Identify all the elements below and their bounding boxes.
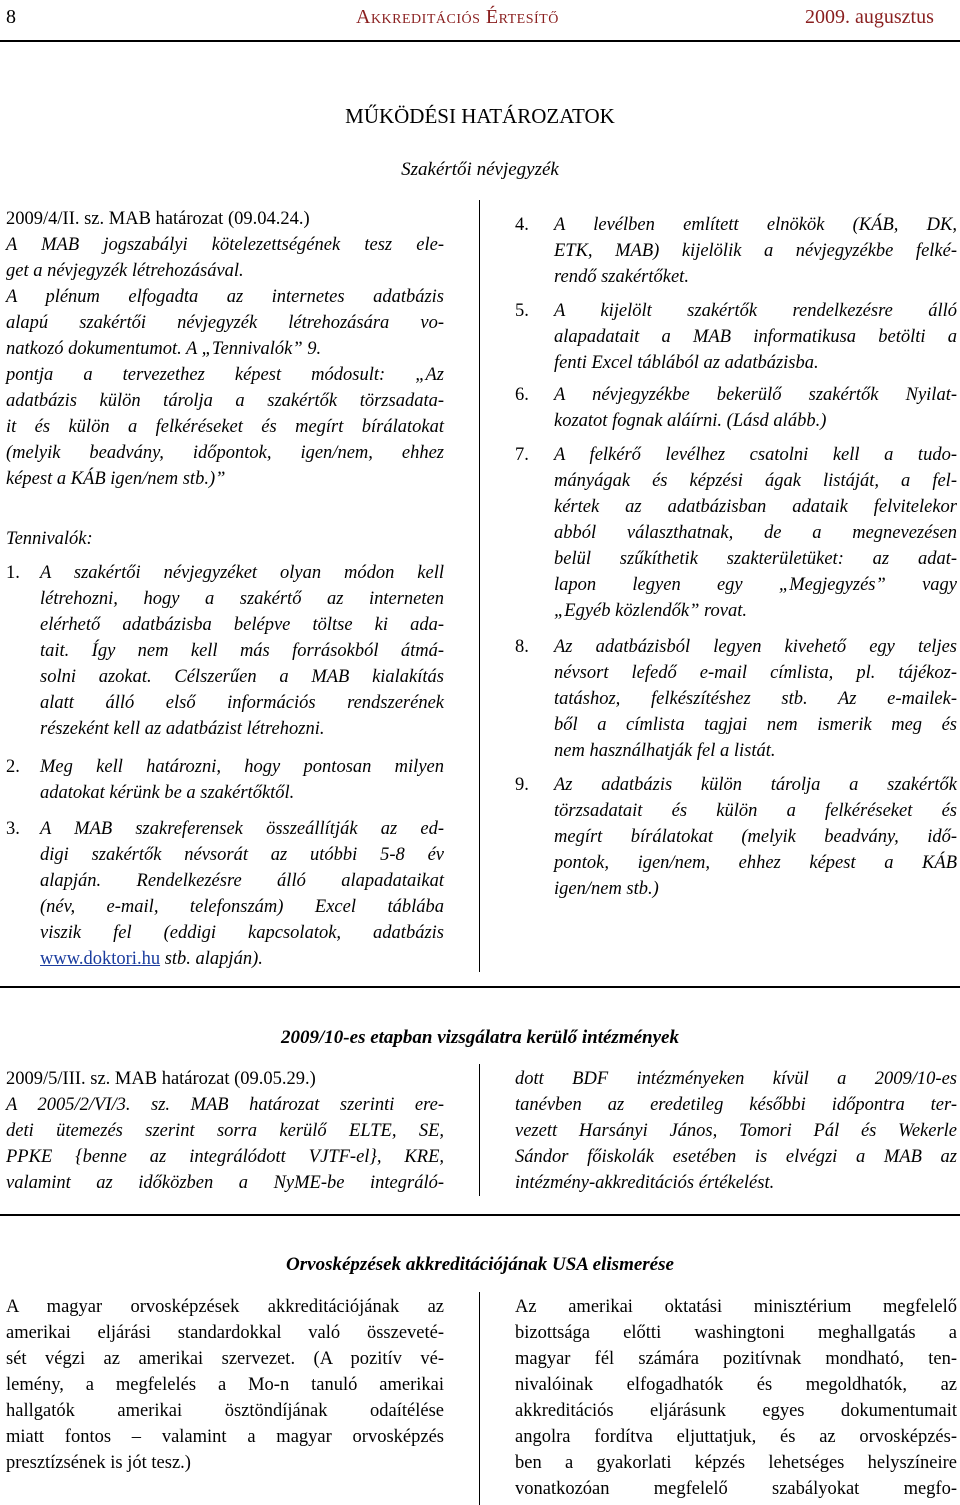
- item-line: ETK, MAB) kijelölik a névjegyzékbe felké-: [554, 241, 957, 261]
- resolution-ref: 2009/4/II. sz. MAB határozat (09.04.24.): [6, 209, 310, 229]
- item-line: abból választhatnak, de a megnevezésen: [554, 523, 957, 543]
- intro-line: natkozó dokumentumot. A „Tennivalók” 9.: [6, 339, 322, 359]
- item-line: Az adatbázis külön tárolja a szakértők: [554, 775, 957, 795]
- item-line: részeként kell az adatbázist létrehozni.: [40, 719, 325, 739]
- text-line: intézmény-akkreditációs értékelést.: [515, 1173, 775, 1193]
- section2-left: [6, 1066, 444, 1198]
- item-line: „Egyéb közlendők” rovat.: [554, 601, 748, 621]
- item-line: ből a címlista tagjai nem ismerik meg és: [554, 715, 957, 735]
- section-subtitle: Szakértői névjegyzék: [401, 159, 559, 180]
- left-column: [6, 204, 444, 974]
- text-line: valamint az időközben a NyME-be integráló-: [6, 1173, 444, 1193]
- intro-line: képest a KÁB igen/nem stb.)”: [6, 469, 226, 489]
- item-line: A MAB szakreferensek összeállítják az ed-: [40, 819, 444, 839]
- section-rule: [0, 986, 960, 988]
- item-line: Az adatbázisból legyen kivehető egy teljes: [554, 637, 957, 657]
- item-line: létrehozni, hogy a szakértő az interneten: [40, 589, 444, 609]
- text-line: lemény, a megfelelés a Mo-n tanuló amerikai: [6, 1375, 444, 1395]
- text-line: amerikai eljárási standardokkal való összeveté-: [6, 1323, 444, 1343]
- item-line: pontok, igen/nem, ehhez képest a KÁB: [554, 853, 957, 873]
- text-line: hallgatók amerikai ösztöndíjának odaítélése: [6, 1401, 444, 1421]
- item-line: alapadatait a MAB informatikusa betölti a: [554, 327, 957, 347]
- text-line: ben a gyakorlati képzés lehetséges helyszíneire: [515, 1453, 957, 1473]
- text-line: sét végzi az amerikai szervezet. (A pozitív vé-: [6, 1349, 444, 1369]
- item-line: digi szakértők névsorát az utóbbi 5-8 év: [40, 845, 444, 865]
- section2-title: 2009/10-es etapban vizsgálatra kerülő intézmények: [281, 1027, 679, 1048]
- item-line: elérhető adatbázisba belépve töltse ki ada-: [40, 615, 444, 635]
- list-item: [515, 212, 957, 290]
- item-line: belül szűkíthetik szakterületüket: az adat-: [554, 549, 957, 569]
- intro-line: adatbázis külön tárolja a szakértők törzsadata-: [6, 391, 444, 411]
- item-line: alapján. Rendelkezésre álló alapadataikat: [40, 871, 444, 891]
- item-line-final: [40, 946, 444, 972]
- item-line: rendő szakértőket.: [554, 267, 689, 287]
- text-line: tanévben az eredetileg későbbi időpontra ter-: [515, 1095, 957, 1115]
- list-item: [515, 442, 957, 624]
- text-line: presztízsének is jót tesz.): [6, 1453, 191, 1473]
- list-item: [6, 560, 444, 742]
- list-item: [515, 298, 957, 376]
- intro-line: A MAB jogszabályi kötelezettségének tesz ele-: [6, 235, 444, 255]
- intro-line: A plénum elfogadta az internetes adatbázis: [6, 287, 444, 307]
- journal-title: Akkreditációs Értesítő: [356, 6, 559, 28]
- item-number: 6.: [515, 385, 529, 405]
- intro-line: (melyik beadvány, időpontok, igen/nem, ehhez: [6, 443, 444, 463]
- text-line: PPKE {benne az integrálódott VJTF-el}, KRE,: [6, 1147, 444, 1167]
- item-number: 9.: [515, 775, 529, 795]
- item-number: 3.: [6, 819, 20, 839]
- list-item: [515, 382, 957, 434]
- item-line: fenti Excel táblából az adatbázisba.: [554, 353, 819, 373]
- doktori-link[interactable]: www.doktori.hu: [40, 949, 161, 969]
- item-line: Meg kell határozni, hogy pontosan milyen: [40, 757, 444, 777]
- intro-line: it és külön a felkéréseket és megírt bírálatokat: [6, 417, 444, 437]
- column-divider: [479, 200, 480, 972]
- item-number: 8.: [515, 637, 529, 657]
- page-header: [0, 0, 960, 40]
- item-line: adatokat kérünk be a szakértőktől.: [40, 783, 295, 803]
- resolution-ref: 2009/5/III. sz. MAB határozat (09.05.29.): [6, 1069, 316, 1089]
- item-number: 7.: [515, 445, 529, 465]
- item-line: A szakértői névjegyzéket olyan módon kell: [40, 563, 444, 583]
- section3-right: [515, 1294, 957, 1504]
- item-line: (név, e-mail, telefonszám) Excel táblába: [40, 897, 444, 917]
- item-line: A kijelölt szakértők rendelkezésre álló: [554, 301, 957, 321]
- right-column: [515, 212, 957, 912]
- text-line: nivalóinak elfogadhatók és megoldhatók, az: [515, 1375, 957, 1395]
- text-line: deti ütemezés szerint sorra kerülő ELTE, SE,: [6, 1121, 444, 1141]
- text-line: dott BDF intézményeken kívül a 2009/10-es: [515, 1069, 957, 1089]
- item-line: megírt bírálatokat (melyik beadvány, idő-: [554, 827, 957, 847]
- text-line: Az amerikai oktatási minisztérium megfelelő: [515, 1297, 957, 1317]
- text-line: akkreditációs eljárásunk egyes dokumentumait: [515, 1401, 957, 1421]
- text-line: Sándor főiskolák esetében is elvégzi a MAB az: [515, 1147, 957, 1167]
- item-line: igen/nem stb.): [554, 879, 659, 899]
- text-line: miatt fontos – valamint a magyar orvosképzés: [6, 1427, 444, 1447]
- header-rule: [0, 40, 960, 42]
- item-line: alatt álló első információs rendszerének: [40, 693, 444, 713]
- item-line: tatáshoz, felkészítéshez stb. Az e-mailek-: [554, 689, 957, 709]
- item-line: kértek az adatbázisban adataik felvitelekor: [554, 497, 957, 517]
- item-line: A névjegyzékbe bekerülő szakértők Nyilat-: [554, 385, 957, 405]
- text-line: A 2005/2/VI/3. sz. MAB határozat szerinti ere-: [6, 1095, 444, 1115]
- item-line: mányágak és képzési ágak listáját, a fel-: [554, 471, 957, 491]
- item-line: A felkérő levélhez csatolni kell a tudo-: [554, 445, 957, 465]
- item-line: A levélben említett elnökök (KÁB, DK,: [554, 215, 957, 235]
- intro-line: pontja a tervezethez képest módosult: „Az: [6, 365, 444, 385]
- item-number: 5.: [515, 301, 529, 321]
- list-item: [6, 816, 444, 972]
- column-divider: [479, 1292, 480, 1505]
- text-line: vonatkozóan megfelelő szabályokat megfo-: [515, 1479, 957, 1499]
- text-line: vezett Harsányi János, Tomori Pál és Wekerle: [515, 1121, 957, 1141]
- item-number: 2.: [6, 757, 20, 777]
- item-line: viszik fel (eddigi kapcsolatok, adatbázis: [40, 923, 444, 943]
- section3-title: Orvosképzések akkreditációjának USA elismerése: [286, 1254, 674, 1275]
- text-line: magyar fél számára pozitívnak mondható, ten-: [515, 1349, 957, 1369]
- issue-date: 2009. augusztus: [805, 6, 934, 28]
- item-line: solni azokat. Célszerűen a MAB kialakítás: [40, 667, 444, 687]
- item-line: törzsadatait és külön a felkéréseket és: [554, 801, 957, 821]
- text-line: bizottsága előtti washingtoni meghallgatás a: [515, 1323, 957, 1343]
- item-line: névsort lefedő e-mail címlista, pl. tájékoz-: [554, 663, 957, 683]
- item-number: 4.: [515, 215, 529, 235]
- intro-line: get a névjegyzék létrehozásával.: [6, 261, 244, 281]
- item-line: nem használhatják fel a listát.: [554, 741, 776, 761]
- item-number: 1.: [6, 563, 20, 583]
- section-title: MŰKÖDÉSI HATÁROZATOK: [345, 104, 615, 128]
- section-rule: [0, 1214, 960, 1216]
- intro-line: alapú szakértői névjegyzék létrehozására vo-: [6, 313, 444, 333]
- list-item: [515, 634, 957, 764]
- text-line: A magyar orvosképzések akkreditációjának az: [6, 1297, 444, 1317]
- item-line: lapon legyen egy „Megjegyzés” vagy: [554, 575, 957, 595]
- item-line: tait. Így nem kell más forrásokból átmá-: [40, 641, 444, 661]
- section3-left: [6, 1294, 444, 1478]
- list-item: [515, 772, 957, 902]
- todo-heading: Tennivalók:: [6, 529, 93, 549]
- item-line-rest: stb. alapján).: [160, 949, 263, 969]
- section2-right: [515, 1066, 957, 1198]
- list-item: [6, 754, 444, 806]
- item-line: kozatot fognak aláírni. (Lásd alább.): [554, 411, 827, 431]
- column-divider: [479, 1064, 480, 1196]
- page-number: 8: [6, 6, 16, 28]
- text-line: angolra fordítva eljuttatjuk, és az orvosképzés-: [515, 1427, 957, 1447]
